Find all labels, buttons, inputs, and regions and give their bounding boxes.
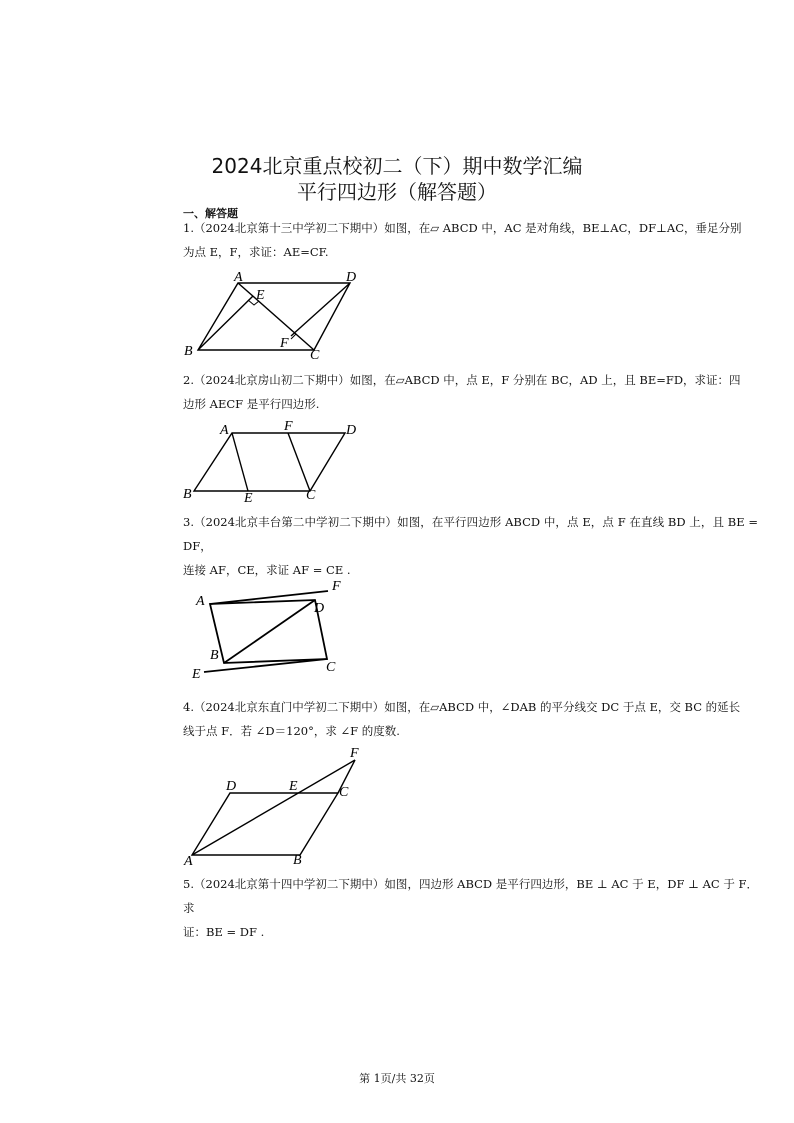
fig3-label-C: C [326, 660, 336, 675]
fig1-label-C: C [310, 348, 320, 363]
fig2-label-F: F [284, 419, 293, 434]
fig2-label-B: B [183, 487, 192, 502]
figure-3 [190, 575, 360, 685]
figure-1 [180, 265, 370, 365]
fig1-label-D: D [346, 270, 357, 285]
question-3: 3.（2024北京丰台第二中学初二下期中）如图，在平行四边形 ABCD 中，点 E，点 F 在直线 BD 上，且 BE = DF， 连接 AF，CE，求证 AF = CE . [183, 515, 758, 577]
title-line-1: 2024北京重点校初二（下）期中数学汇编 [211, 154, 583, 178]
fig2-label-A: A [220, 423, 229, 438]
question-1: 1.（2024北京第十三中学初二下期中）如图，在▱ ABCD 中，AC 是对角线，BE⊥AC，DF⊥AC，垂足分别 为点 E，F，求证：AE=CF. [183, 221, 742, 259]
question-2: 2.（2024北京房山初二下期中）如图，在▱ABCD 中，点 E，F 分别在 BC，AD 上，且 BE=FD，求证：四 边形 AECF 是平行四边形. [183, 373, 741, 411]
fig4-label-E: E [289, 779, 298, 794]
fig3-label-D: D [314, 601, 325, 616]
fig1-label-F: F [280, 336, 289, 351]
fig1-label-B: B [184, 344, 193, 359]
fig4-label-B: B [293, 853, 302, 868]
title-line-2: 平行四边形（解答题） [297, 180, 497, 204]
fig3-label-A: A [196, 594, 205, 609]
fig1-label-E: E [256, 288, 265, 303]
fig1-label-A: A [234, 270, 243, 285]
question-4: 4.（2024北京东直门中学初二下期中）如图，在▱ABCD 中，∠DAB 的平分线交 DC 于点 E，交 BC 的延长 线于点 F．若 ∠D＝120°，求 ∠F 的度数. [183, 700, 741, 738]
fig4-label-A: A [184, 854, 193, 869]
fig3-label-F: F [332, 579, 341, 594]
figure-4 [180, 745, 380, 870]
fig4-label-D: D [226, 779, 237, 794]
fig4-label-C: C [339, 785, 349, 800]
fig3-label-E: E [192, 667, 201, 682]
fig4-label-F: F [350, 746, 359, 761]
fig2-label-D: D [346, 423, 357, 438]
question-5: 5.（2024北京第十四中学初二下期中）如图，四边形 ABCD 是平行四边形，BE ⊥ AC 于 E，DF ⊥ AC 于 F．求 证：BE = DF . [183, 877, 758, 939]
fig2-label-C: C [306, 488, 316, 503]
fig3-label-B: B [210, 648, 219, 663]
section-heading: 一、解答题 [183, 207, 238, 220]
figure-2 [180, 418, 370, 508]
page-footer: 第 1页/共 32页 [359, 1072, 435, 1085]
fig2-label-E: E [244, 491, 253, 506]
